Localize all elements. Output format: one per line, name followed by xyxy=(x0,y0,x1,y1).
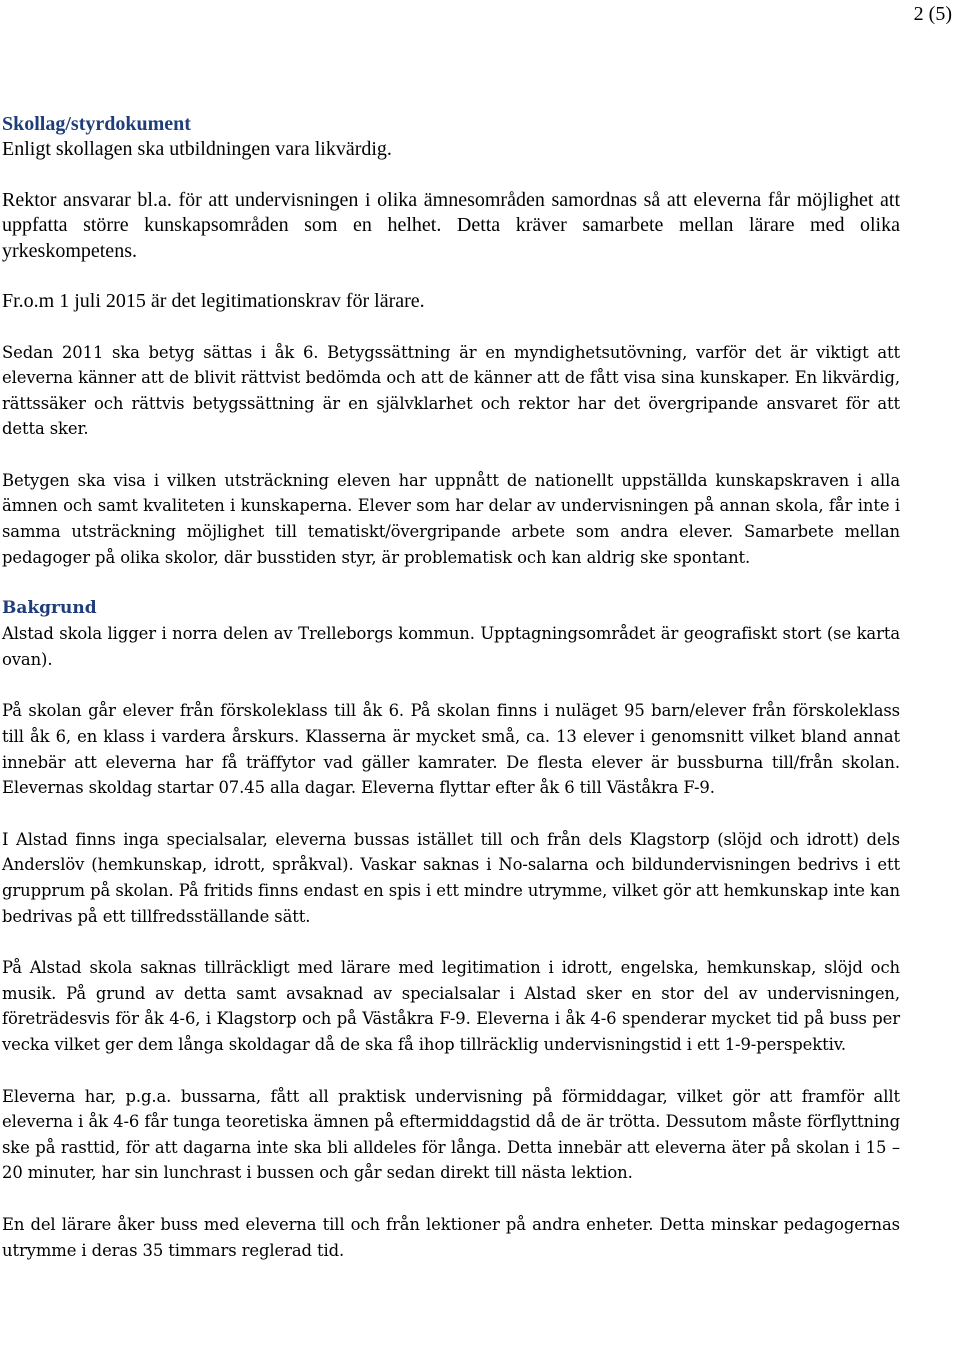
document-body xyxy=(2,112,900,1263)
paragraph-rektor: Rektor ansvarar bl.a. för att undervisningen i olika ämnesområden samordnas så att eleverna får möjlighet att uppfatta större kunskapsområden som en helhet. Detta kräver samarbete mellan lärare med olika yrkeskompetens. xyxy=(2,188,900,262)
heading-bakgrund: Bakgrund xyxy=(2,598,97,619)
paragraph-betyg: Sedan 2011 ska betyg sättas i åk 6. Betygssättning är en myndighetsutövning, varför det är viktigt att eleverna känner att de blivit rättvist bedömda och att de känner att de fått visa sina kunskaper. En likvärdig, rättssäker och rättvis betygssättning är en självklarhet och rektor har det övergripande ansvaret för att detta sker. xyxy=(2,342,900,439)
paragraph-larare-buss: En del lärare åker buss med eleverna till och från lektioner på andra enheter. Detta minskar pedagogernas utrymme i deras 35 timmars reglerad tid. xyxy=(2,1214,900,1260)
paragraph-betygen: Betygen ska visa i vilken utsträckning eleven har uppnått de nationellt uppställda kunskapskraven i alla ämnen och samt kvaliteten i kunskaperna. Elever som har delar av undervisningen på annan skola, får inte i samma utsträckning möjlighet till tematiskt/övergripande arbete som andra elever. Samarbete mellan pedagoger på olika skolor, där busstiden styr, är problematisk och kan aldrig ske spontant. xyxy=(2,470,900,567)
paragraph-larare-legitimation: På Alstad skola saknas tillräckligt med lärare med legitimation i idrott, engelska, hemkunskap, slöjd och musik. På grund av detta samt avsaknad av specialsalar i Alstad sker en stor del av undervisningen, företrädesvis för åk 4-6, i Klagstorp och på Väståkra F-9. Eleverna i åk 4-6 spenderar mycket tid på buss per vecka vilket ger dem långa skoldagar då de ska få ihop tillräcklig undervisningstid i ett 1-9-perspektiv. xyxy=(2,958,900,1054)
paragraph-elever: På skolan går elever från förskoleklass till åk 6. På skolan finns i nuläget 95 barn/elever från förskoleklass till åk 6, en klass i vardera årskurs. Klasserna är mycket små, ca. 13 elever i genomsnitt vilket bland annat innebär att eleverna har få träffytor vad gäller kamrater. De flesta elever är bussburna till/från skolan. Elevernas skoldag startar 07.45 alla dagar. Eleverna flyttar efter åk 6 till Väståkra F-9. xyxy=(2,701,900,798)
paragraph-likvardig: Enligt skollagen ska utbildningen vara likvärdig. xyxy=(2,138,392,160)
heading-skollag: Skollag/styrdokument xyxy=(2,113,191,135)
paragraph-legitimation: Fr.o.m 1 juli 2015 är det legitimationskrav för lärare. xyxy=(2,290,425,312)
paragraph-alstad: Alstad skola ligger i norra delen av Trelleborgs kommun. Upptagningsområdet är geografiskt stort (se karta ovan). xyxy=(2,624,900,669)
paragraph-bussar: Eleverna har, p.g.a. bussarna, fått all praktisk undervisning på förmiddagar, vilket gör att framför allt eleverna i åk 4-6 får tunga teoretiska ämnen på eftermiddagstid då de är trötta. Dessutom måste förflyttning ske på rasttid, för att dagarna inte ska bli alldeles för långa. Detta innebär att eleverna äter på skolan i 15 – 20 minuter, har sin lunchrast i bussen och går sedan direkt till nästa lektion. xyxy=(2,1086,900,1183)
page-number: 2 (5) xyxy=(913,3,952,25)
paragraph-specialsalar: I Alstad finns inga specialsalar, eleverna bussas istället till och från dels Klagstorp (slöjd och idrott) dels Anderslöv (hemkunskap, idrott, språkval). Vaskar saknas i No-salarna och bildundervisningen bedrivs i ett grupprum på skolan. På fritids finns endast en spis i ett mindre utrymme, vilket gör att hemkunskap inte kan bedrivas på ett tillfredsställande sätt. xyxy=(2,829,900,926)
